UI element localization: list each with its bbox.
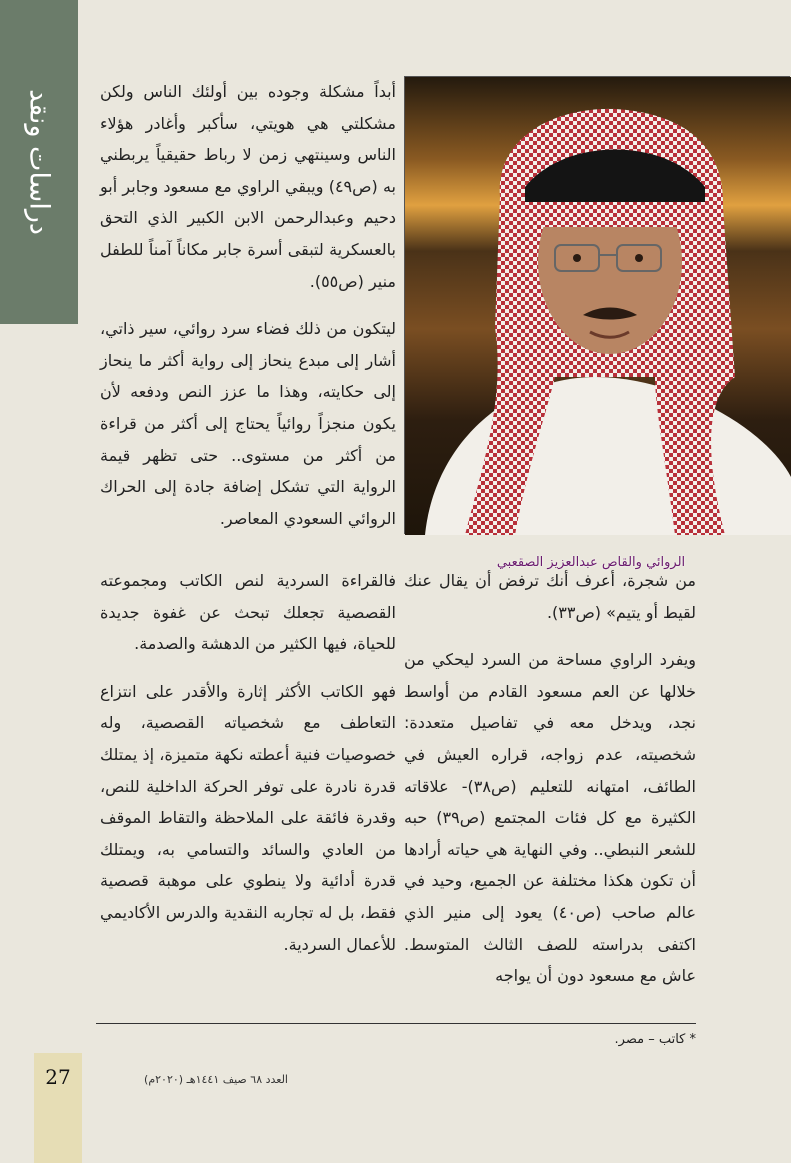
column-left-top [100, 76, 396, 550]
author-photo [404, 76, 790, 570]
paragraph: فالقراءة السردية لنص الكاتب ومجموعته القصصية تجعلك تبحث عن غفوة جديدة للحياة، فيها الكثير من الدهشة والصدمة. [100, 571, 396, 654]
page-number: 27 [45, 1065, 71, 1089]
issue-info: العدد ٦٨ صيف ١٤٤١هـ (٢٠٢٠م) [144, 1073, 288, 1086]
paragraph: من شجرة، أعرف أنك ترفض أن يقال عنك لقيط أو يتيم» (ص٣٣). [404, 571, 696, 622]
paragraph: ويفرد الراوي مساحة من السرد ليحكي من خلالها عن العم مسعود القادم من أواسط نجد، ويدخل معه في تفاصيل متعددة: شخصيته، عدم زواجه، قراره العيش في الطائف، امتهانه للتعليم (ص٣٨)- علاقاته الكثيرة مع كل فئات المجتمع (ص٣٩) حبه للشعر النبطي.. وفي النهاية هي حياته أرادها أن تكون هكذا مختلفة عن الجميع، وحيد في عالم صاحب (ص٤٠) يعود إلى منير الذي اكتفى بدراسته للصف الثالث المتوسط. عاش مع مسعود دون أن يواجه [404, 650, 697, 986]
footnote-divider [96, 1023, 696, 1024]
page-number-box [34, 1053, 82, 1163]
column-right-bottom [404, 565, 696, 1008]
footnote [96, 1032, 696, 1047]
section-tab [0, 0, 78, 324]
section-title: دراسات ونقد [23, 89, 55, 235]
footnote-marker: * [689, 1032, 696, 1047]
footnote-text: كاتب – مصر. [614, 1032, 686, 1047]
author-portrait-illustration [405, 77, 791, 535]
column-left-bottom [100, 565, 396, 976]
paragraph: ليتكون من ذلك فضاء سرد روائي، سير ذاتي، أشار إلى مبدع ينحاز إلى رواية أكثر ما ينحاز إلى حكايته، وهذا ما عزز النص ودفعه لأن يكون منجزاً روائياً يحتاج إلى أكثر من قراءة من أكثر من مستوى.. حتى تظهر قيمة الرواية التي تشكل إضافة جادة إلى الحراك الروائي السعودي المعاصر. [100, 319, 396, 528]
paragraph: فهو الكاتب الأكثر إثارة والأقدر على انتزاع التعاطف مع شخصياته القصصية، وله خصوصيات فنية أعطته نكهة متميزة، إذ يمتلك قدرة نادرة على توفر الحركة الداخلية للنص، وقدرة فائقة على الملاحظة والتقاط الموقف من العادي والسائد والتسامي به، ويمتلك قدرة أدائية ولا ينطوي على موهبة قصصية فقط، بل له تجاربه النقدية والدرس الأكاديمي للأعمال السردية. [100, 681, 396, 954]
photo-caption: الروائي والقاص عبدالعزيز الصقعبي [496, 555, 686, 570]
paragraph: أبداً مشكلة وجوده بين أولئك الناس ولكن مشكلتي هي هويتي، سأكبر وأغادر هؤلاء الناس وسينتهي زمن لا رباط حقيقياً يربطني به (ص٤٩) ويبقي الراوي مع مسعود وجابر أبو دحيم وعبدالرحمن الابن الكبير الذي التحق بالعسكرية لتبقى أسرة جابر مكاناً آمناً للطفل منير (ص٥٥). [100, 82, 396, 291]
